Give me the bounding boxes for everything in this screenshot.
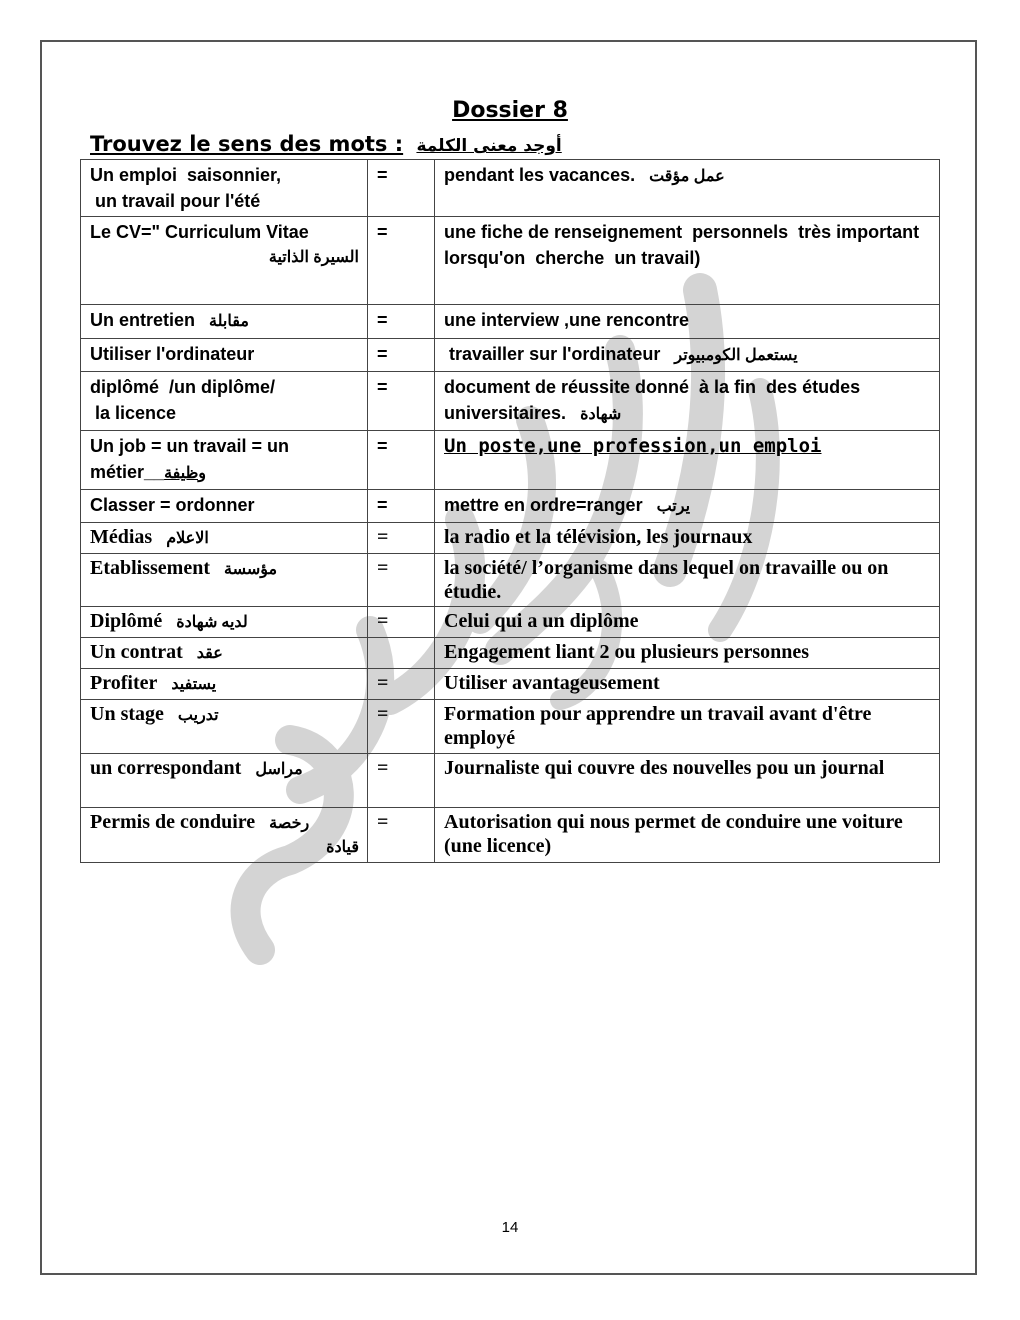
equals-cell: = (368, 523, 435, 554)
definition-text: la société/ l’organisme dans lequel on travaille ou on étudie. (444, 557, 894, 603)
definition-text: mettre en ordre=ranger (444, 495, 643, 515)
definition-text: Autorisation qui nous permet de conduire une voiture (une licence) (444, 811, 908, 857)
equals-cell: = (368, 490, 435, 523)
definition-text: travailler sur l'ordinateur (444, 344, 661, 364)
table-row (81, 607, 940, 638)
definition-text: une interview ,une rencontre (444, 310, 690, 330)
definition-cell (435, 638, 940, 669)
term-text: Un contrat (90, 641, 183, 663)
definition-cell (435, 160, 940, 217)
term-text: un correspondant (90, 757, 242, 779)
term-arabic: رخصة (269, 815, 310, 832)
definition-cell (435, 523, 940, 554)
equals-cell: = (368, 217, 435, 305)
definition-text: une fiche de renseignement personnels très important lorsqu'on cherche un travail) (444, 222, 930, 268)
definition-cell (435, 700, 940, 754)
equals-cell: = (368, 669, 435, 700)
term-arabic: عقد (196, 645, 223, 662)
exercise-instruction (90, 132, 562, 156)
term-cell (81, 372, 368, 431)
term-arabic: الاعلام (166, 530, 209, 547)
definition-text: Formation pour apprendre un travail avant d'être employé (444, 703, 877, 749)
definition-text: Un poste,une profession,un emploi (444, 435, 822, 457)
table-row (81, 700, 940, 754)
equals-cell: = (368, 305, 435, 339)
table-row (81, 372, 940, 431)
term-cell (81, 669, 368, 700)
table-row (81, 217, 940, 305)
definition-cell (435, 754, 940, 808)
term-cell (81, 754, 368, 808)
term-cell (81, 431, 368, 490)
term-cell (81, 305, 368, 339)
definition-cell (435, 808, 940, 863)
term-text: métier__ (90, 462, 165, 482)
term-arabic-line: قيادة (326, 839, 359, 856)
definition-arabic: يستعمل الكومبيوتر (674, 347, 798, 364)
instruction-french: Trouvez le sens des mots : (90, 132, 404, 156)
definition-text: Engagement liant 2 ou plusieurs personnes (444, 641, 810, 663)
term-text: Un job = un travail = un (90, 436, 290, 456)
definition-text: document de réussite donné à la fin des études universitaires. (444, 377, 866, 423)
definition-cell (435, 305, 940, 339)
term-arabic: يستفيد (171, 676, 217, 693)
equals-cell: = (368, 808, 435, 863)
term-text: Un stage (90, 703, 164, 725)
term-cell (81, 339, 368, 372)
table-row (81, 490, 940, 523)
vocabulary-table (80, 159, 940, 863)
table-row (81, 669, 940, 700)
equals-cell: = (368, 339, 435, 372)
table-row (81, 554, 940, 607)
equals-cell (368, 638, 435, 669)
definition-text: la radio et la télévision, les journaux (444, 526, 753, 548)
definition-cell (435, 372, 940, 431)
definition-text: Journaliste qui couvre des nouvelles pou un journal (444, 757, 885, 779)
term-text: diplômé /un diplôme/ (90, 377, 276, 397)
term-text: Etablissement (90, 557, 210, 579)
equals-cell: = (368, 431, 435, 490)
term-cell (81, 607, 368, 638)
term-cell (81, 217, 368, 305)
table-row (81, 523, 940, 554)
term-text: Profiter (90, 672, 158, 694)
table-row (81, 339, 940, 372)
table-row (81, 754, 940, 808)
definition-arabic: عمل مؤقت (649, 168, 725, 185)
term-cell (81, 700, 368, 754)
definition-text: pendant les vacances. (444, 165, 636, 185)
term-arabic: لديه شهادة (176, 614, 248, 631)
term-cell (81, 638, 368, 669)
table-row (81, 160, 940, 217)
term-arabic: مؤسسة (224, 561, 278, 578)
term-text: Classer = ordonner (90, 495, 255, 515)
definition-text: Utiliser avantageusement (444, 672, 660, 694)
definition-arabic: يرتب (656, 498, 691, 515)
equals-cell: = (368, 160, 435, 217)
term-cell (81, 554, 368, 607)
term-text: Un entretien (90, 310, 196, 330)
term-cell (81, 523, 368, 554)
equals-cell: = (368, 700, 435, 754)
table-row (81, 808, 940, 863)
page-title: Dossier 8 (452, 98, 568, 123)
term-arabic-line: السيرة الذاتية (268, 249, 359, 266)
term-text: la licence (90, 403, 177, 423)
table-row (81, 431, 940, 490)
term-text: un travail pour l'été (90, 191, 261, 211)
table-row (81, 638, 940, 669)
equals-cell: = (368, 554, 435, 607)
term-cell (81, 160, 368, 217)
term-arabic: مراسل (255, 761, 303, 778)
definition-cell (435, 431, 940, 490)
table-row (81, 305, 940, 339)
term-arabic: مقابلة (209, 313, 249, 330)
term-text: Un emploi saisonnier, (90, 165, 282, 185)
term-text: Permis de conduire (90, 811, 256, 833)
term-arabic: تدريب (177, 707, 219, 724)
definition-arabic: شهادة (580, 406, 622, 423)
term-text: Médias (90, 526, 153, 548)
term-arabic: وظيفة (164, 465, 207, 482)
instruction-arabic: أوجد معنى الكلمة (416, 136, 562, 156)
equals-cell: = (368, 607, 435, 638)
definition-cell (435, 339, 940, 372)
definition-cell (435, 669, 940, 700)
definition-cell (435, 554, 940, 607)
term-cell (81, 490, 368, 523)
term-text: Utiliser l'ordinateur (90, 344, 255, 364)
definition-cell (435, 217, 940, 305)
term-cell (81, 808, 368, 863)
definition-cell (435, 607, 940, 638)
definition-cell (435, 490, 940, 523)
term-text: Diplômé (90, 610, 163, 632)
equals-cell: = (368, 372, 435, 431)
page-number: 14 (501, 1219, 519, 1236)
definition-text: Celui qui a un diplôme (444, 610, 639, 632)
term-text: Le CV=" Curriculum Vitae (90, 222, 309, 242)
equals-cell: = (368, 754, 435, 808)
